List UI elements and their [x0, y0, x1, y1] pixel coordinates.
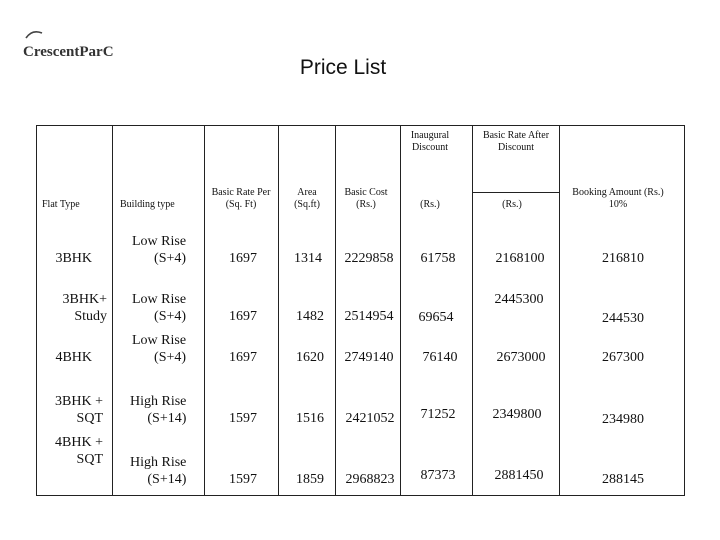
area-cell: 1859	[296, 472, 324, 487]
basic-rate-cell: 1597	[229, 411, 257, 426]
area-cell: 1482	[296, 309, 324, 324]
booking-amount-cell: 234980	[602, 412, 644, 427]
building-type-cell: High Rise (S+14)	[130, 394, 187, 426]
basic-cost-cell: 2514954	[344, 309, 394, 324]
flat-type-cell: 4BHK + SQT	[55, 435, 103, 467]
rate-after-cell: 2445300	[494, 292, 544, 307]
header-rate-after-discount: Basic Rate After Discount	[482, 130, 550, 153]
basic-rate-cell: 1697	[229, 350, 257, 365]
logo-text: CrescentParC	[23, 44, 114, 60]
rate-after-cell: 2349800	[492, 407, 542, 422]
page-title: Price List	[299, 56, 387, 79]
flat-type-cell: 4BHK	[55, 350, 92, 365]
building-type-cell: Low Rise (S+4)	[132, 333, 187, 365]
discount-cell: 71252	[420, 407, 456, 422]
basic-rate-cell: 1697	[229, 251, 257, 266]
header-rate-after-unit: (Rs.)	[502, 199, 522, 210]
booking-amount-cell: 267300	[602, 350, 644, 365]
basic-cost-cell: 2968823	[345, 472, 395, 487]
booking-amount-cell: 288145	[602, 472, 644, 487]
header-basic-cost: Basic Cost (Rs.)	[344, 187, 388, 210]
column-divider	[335, 125, 336, 496]
area-cell: 1516	[296, 411, 324, 426]
building-type-cell: Low Rise (S+4)	[132, 292, 187, 324]
discount-cell: 76140	[422, 350, 458, 365]
building-type-cell: Low Rise (S+4)	[132, 234, 187, 266]
rate-after-cell: 2881450	[494, 468, 544, 483]
discount-cell: 61758	[420, 251, 456, 266]
booking-amount-cell: 216810	[602, 251, 644, 266]
header-booking-amount: Booking Amount (Rs.) 10%	[572, 187, 664, 210]
header-flat-type: Flat Type	[42, 199, 80, 210]
discount-cell: 69654	[418, 310, 454, 325]
column-divider	[112, 125, 113, 496]
header-rule	[472, 192, 559, 193]
column-divider	[472, 125, 473, 496]
booking-amount-cell: 244530	[602, 311, 644, 326]
header-basic-rate: Basic Rate Per (Sq. Ft)	[211, 187, 271, 210]
basic-cost-cell: 2749140	[344, 350, 394, 365]
rate-after-cell: 2673000	[496, 350, 546, 365]
rate-after-cell: 2168100	[495, 251, 545, 266]
flat-type-cell: 3BHK + SQT	[55, 394, 103, 426]
header-area: Area (Sq.ft)	[294, 187, 320, 210]
basic-rate-cell: 1697	[229, 309, 257, 324]
area-cell: 1620	[296, 350, 324, 365]
column-divider	[559, 125, 560, 496]
flat-type-cell: 3BHK	[55, 251, 92, 266]
column-divider	[204, 125, 205, 496]
basic-cost-cell: 2421052	[345, 411, 395, 426]
discount-cell: 87373	[420, 468, 456, 483]
basic-rate-cell: 1597	[229, 472, 257, 487]
column-divider	[400, 125, 401, 496]
building-type-cell: High Rise (S+14)	[130, 455, 187, 487]
column-divider	[278, 125, 279, 496]
flat-type-cell: 3BHK+ Study	[62, 292, 107, 324]
header-building-type: Building type	[120, 199, 175, 210]
area-cell: 1314	[294, 251, 322, 266]
header-discount-unit: (Rs.)	[420, 199, 440, 210]
header-inaugural-discount: Inaugural Discount	[410, 130, 450, 153]
basic-cost-cell: 2229858	[344, 251, 394, 266]
